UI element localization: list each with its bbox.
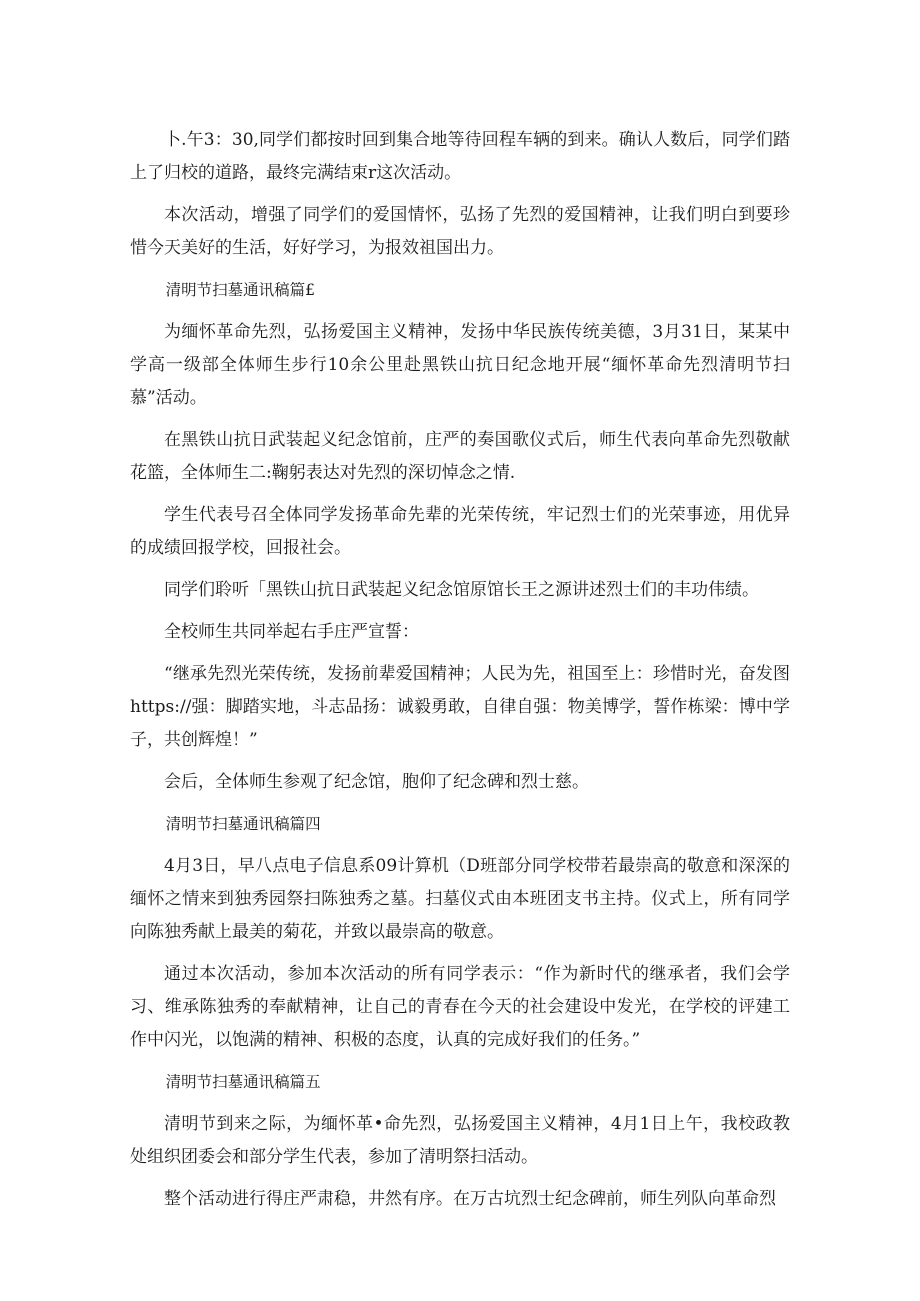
paragraph-oath-text: “继承先烈光荣传统，发扬前辈爱国精神；人民为先，祖国至上：珍惜时光，奋发图https://强：脚踏实地，斗志品扬：诚毅勇敢，自律自强：物美博学，誓作栋梁：博中学子，共创辉煌！”	[130, 664, 790, 750]
paragraph-return-trip: 卜.午3：30,同学们都按时回到集合地等待回程车辆的到来。确认人数后，同学们踏上了归校的道路，最终完满结束r这次活动。	[130, 130, 790, 183]
section-heading-5: 清明节扫墓通讯稿篇五	[165, 1073, 321, 1091]
paragraph-memorial-ceremony: 在黑铁山抗日武装起义纪念馆前，庄严的奏国歌仪式后，师生代表向革命先烈敬献花篮，全体师生二:鞠躬表达对先烈的深切悼念之情.	[130, 430, 790, 483]
section-heading-4: 清明节扫墓通讯稿篇四	[165, 815, 321, 833]
paragraph-activity-summary: 本次活动，增强了同学们的爱国情怀，弘扬了先烈的爱国精神，让我们明白到要珍惜今天美好的生活，好好学习，为报效祖国出力。	[130, 205, 790, 258]
paragraph-april-1-event: 清明节到来之际，为缅怀革•命先烈，弘扬爱国主义精神，4月1日上午，我校政教处组织团委会和部分学生代表，参加了清明祭扫活动。	[130, 1114, 790, 1167]
section-heading-3: 清明节扫墓通讯稿篇£	[165, 281, 316, 299]
paragraph-intro-march-31: 为缅怀革命先烈，弘扬爱国主义精神，发扬中华民族传统美德，3月31日，某某中学高一级部全体师生步行10余公里赴黑铁山抗日纪念地开展“缅怀革命先烈清明节扫慕”活动。	[130, 322, 790, 408]
paragraph-oath-intro: 全校师生共同举起右手庄严宣誓：	[164, 622, 419, 642]
document-body	[130, 124, 790, 1216]
paragraph-ceremony-order: 整个活动进行得庄严肃稳，井然有序。在万古坑烈士纪念碑前，师生列队向革命烈	[164, 1189, 776, 1209]
paragraph-april-3-visit: 4月3日，早八点电子信息系09计算机（D班部分同学校带若最崇高的敬意和深深的缅怀之情来到独秀园祭扫陈独秀之墓。扫墓仪式由本班团支书主持。仪式上，所有同学向陈独秀献上最美的菊花，并致以最崇高的敬意。	[130, 856, 790, 942]
paragraph-student-statement: 通过本次活动，参加本次活动的所有同学表示：“作为新时代的继承者，我们会学习、维承陈独秀的奉献精神，让自己的青春在今天的社会建设中发光，在学校的评建工作中闪光，以饱满的精神、积极的态度，认真的完成好我们的任务。”	[130, 964, 790, 1050]
paragraph-curator-speech: 同学们聆听「黑铁山抗日武装起义纪念馆原馆长王之源讲述烈士们的丰功伟绩。	[164, 580, 759, 600]
paragraph-student-representative: 学生代表号召全体同学发扬革命先辈的光荣传统，牢记烈士们的光荣事迹，用优异的成绩回报学校，回报社会。	[130, 505, 790, 558]
paragraph-museum-visit: 会后，全体师生参观了纪念馆，胞仰了纪念碑和烈士慈。	[164, 772, 589, 792]
